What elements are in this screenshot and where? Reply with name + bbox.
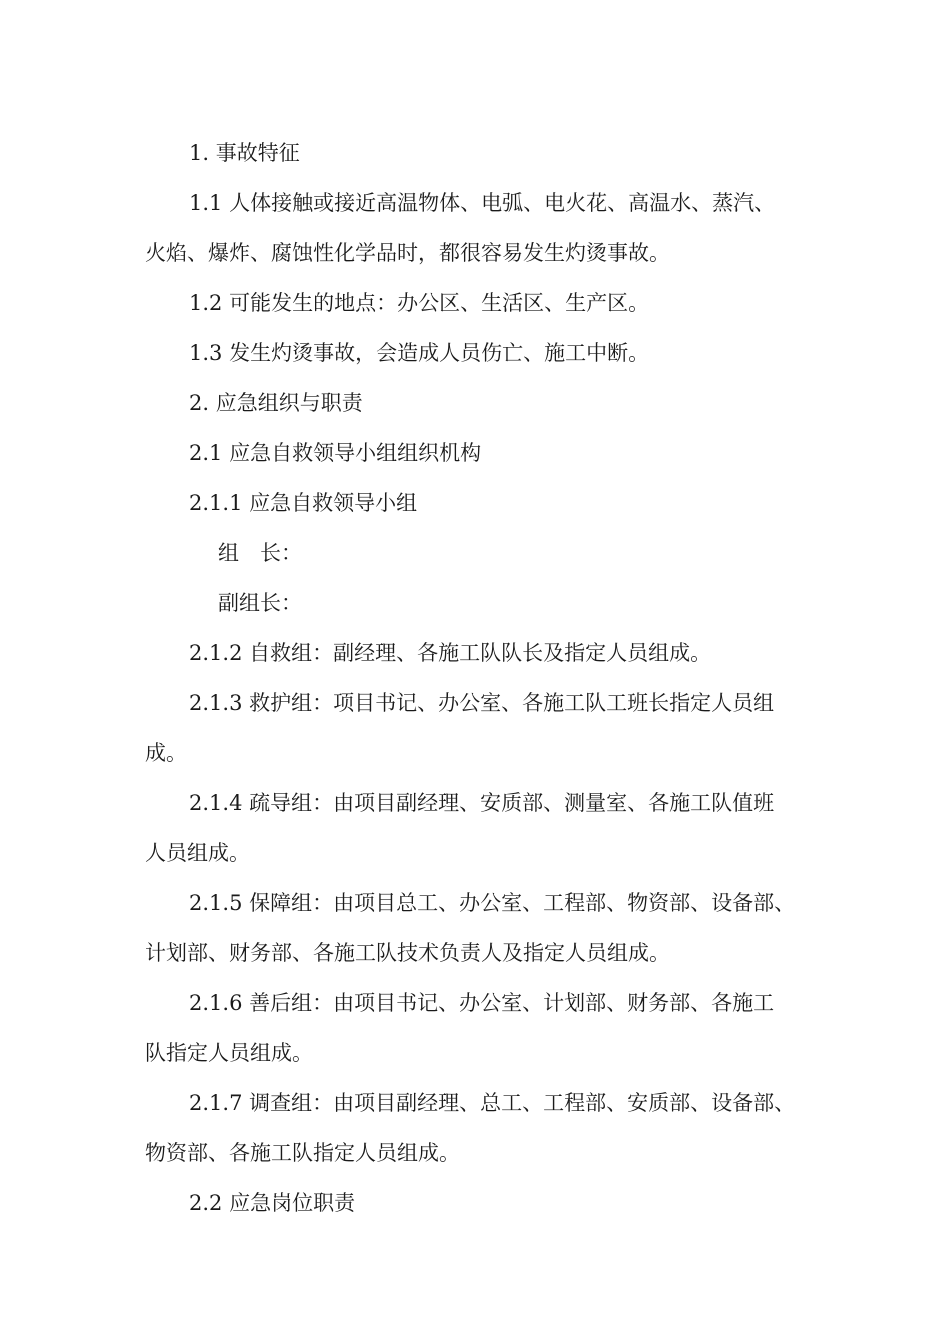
heading-2: 2. 应急组织与职责 [189,391,363,415]
paragraph-line: 2.1.7 调查组：由项目副经理、总工、工程部、安质部、设备部、 [189,1091,796,1115]
subheading-2-1: 2.1 应急自救领导小组组织机构 [189,441,482,465]
paragraph-line: 1.1 人体接触或接近高温物体、电弧、电火花、高温水、蒸汽、 [189,191,776,215]
paragraph-line: 人员组成。 [145,841,250,865]
subheading-2-1-1: 2.1.1 应急自救领导小组 [189,491,418,515]
paragraph-line: 2.1.4 疏导组：由项目副经理、安质部、测量室、各施工队值班 [189,791,775,815]
paragraph-line: 计划部、财务部、各施工队技术负责人及指定人员组成。 [145,941,670,965]
paragraph-line: 物资部、各施工队指定人员组成。 [145,1141,460,1165]
subheading-2-2: 2.2 应急岗位职责 [189,1191,356,1215]
paragraph-line: 2.1.3 救护组：项目书记、办公室、各施工队工班长指定人员组 [189,691,775,715]
paragraph-line: 1.3 发生灼烫事故，会造成人员伤亡、施工中断。 [189,341,650,365]
group-leader-line: 组 长： [218,541,302,565]
document-body [145,128,817,1228]
paragraph-line: 2.1.5 保障组：由项目总工、办公室、工程部、物资部、设备部、 [189,891,796,915]
paragraph-line: 1.2 可能发生的地点：办公区、生活区、生产区。 [189,291,650,315]
deputy-leader-line: 副组长： [218,591,302,615]
paragraph-line: 成。 [145,741,187,765]
paragraph-line: 火焰、爆炸、腐蚀性化学品时，都很容易发生灼烫事故。 [145,241,670,265]
heading-1: 1. 事故特征 [189,141,300,165]
paragraph-line: 2.1.6 善后组：由项目书记、办公室、计划部、财务部、各施工 [189,991,775,1015]
paragraph-line: 队指定人员组成。 [145,1041,313,1065]
paragraph-line: 2.1.2 自救组：副经理、各施工队队长及指定人员组成。 [189,641,712,665]
